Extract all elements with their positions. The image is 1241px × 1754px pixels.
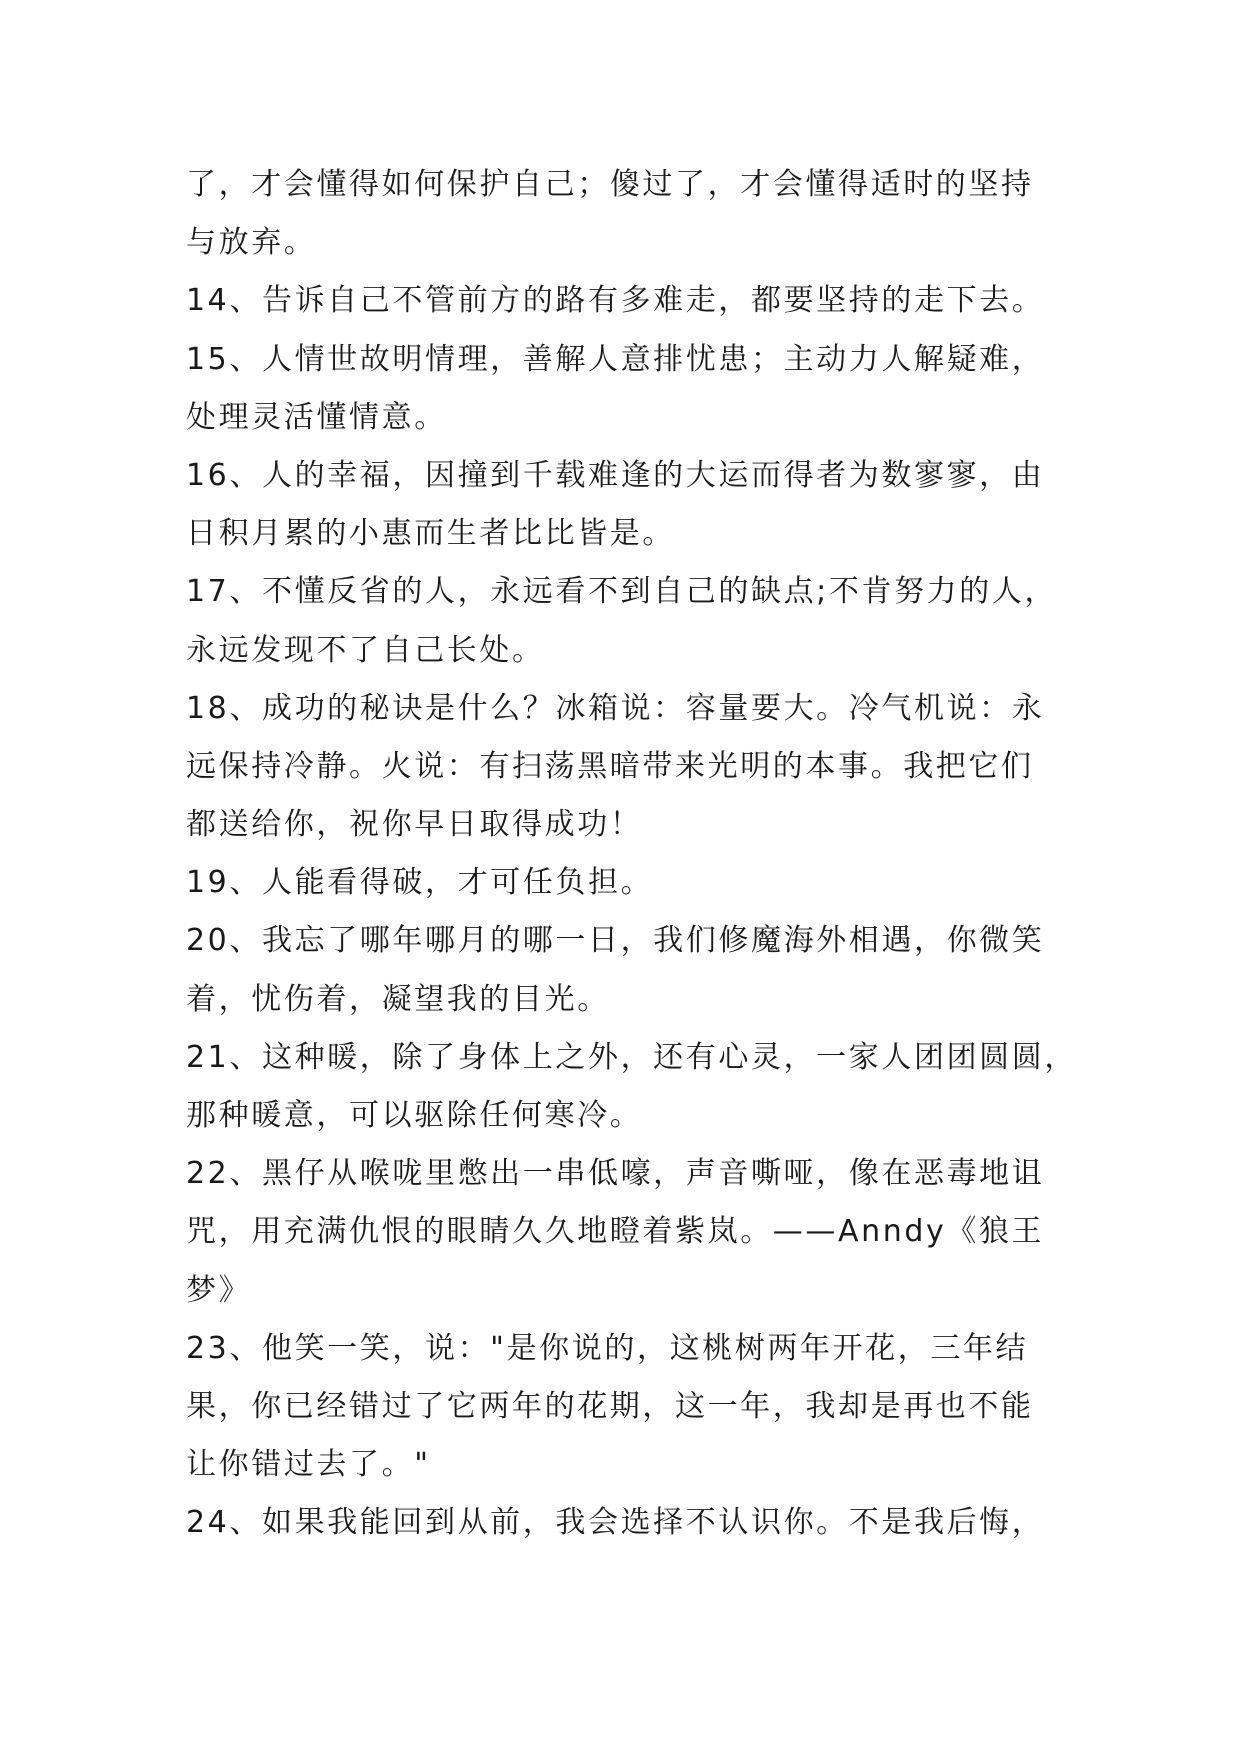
- text-line: 了，才会懂得如何保护自己；傻过了，才会懂得适时的坚持: [186, 167, 1034, 202]
- text-line: 23、他笑一笑，说："是你说的，这桃树两年开花，三年结: [186, 1330, 1029, 1366]
- text-line: 远保持冷静。火说：有扫荡黑暗带来光明的本事。我把它们: [186, 748, 1034, 784]
- text-line: 24、如果我能回到从前，我会选择不认识你。不是我后悔，: [186, 1505, 1045, 1541]
- text-line: 与放弃。: [186, 225, 317, 261]
- text-line: 19、人能看得破，才可任负担。: [186, 865, 654, 901]
- document-body: [186, 156, 1077, 1553]
- text-line: 都送给你，祝你早日取得成功！: [186, 807, 643, 843]
- text-line: 让你错过去了。": [186, 1447, 431, 1483]
- text-line: 15、人情世故明情理，善解人意排忧患；主动力人解疑难，: [186, 341, 1045, 377]
- text-line: 18、成功的秘诀是什么？冰箱说：容量要大。冷气机说：永: [186, 690, 1045, 726]
- text-line: 梦》: [186, 1272, 252, 1308]
- text-line: 16、人的幸福，因撞到千载难逢的大运而得者为数寥寥，由: [186, 457, 1045, 493]
- text-line: 处理灵活懂情意。: [186, 399, 447, 435]
- text-line: 日积月累的小惠而生者比比皆是。: [186, 516, 675, 552]
- text-line: 20、我忘了哪年哪月的哪一日，我们修魔海外相遇，你微笑: [186, 923, 1045, 959]
- text-line: 14、告诉自己不管前方的路有多难走，都要坚持的走下去。: [186, 283, 1045, 319]
- text-line: 咒，用充满仇恨的眼睛久久地瞪着紫岚。——Anndy《狼王: [186, 1214, 1045, 1250]
- text-line: 17、不懂反省的人，永远看不到自己的缺点;不肯努力的人，: [186, 574, 1058, 610]
- text-line: 果，你已经错过了它两年的花期，这一年，我却是再也不能: [186, 1388, 1034, 1424]
- text-line: 那种暖意，可以驱除任何寒冷。: [186, 1098, 643, 1133]
- text-line: 永远发现不了自己长处。: [186, 632, 545, 668]
- text-line: 21、这种暖，除了身体上之外，还有心灵，一家人团团圆圆，: [186, 1039, 1077, 1075]
- text-line: 着，忧伤着，凝望我的目光。: [186, 981, 610, 1017]
- text-line: 22、黑仔从喉咙里憋出一串低嚎，声音嘶哑，像在恶毒地诅: [186, 1156, 1045, 1192]
